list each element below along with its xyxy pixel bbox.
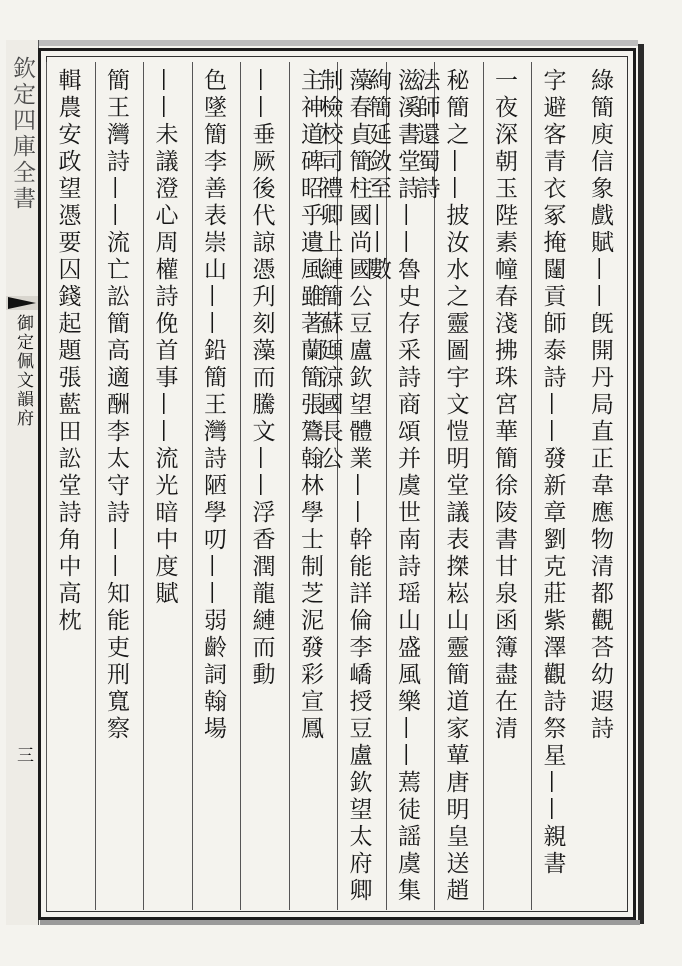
text-column (483, 62, 532, 910)
text-column (580, 62, 629, 910)
column-text: 主神道碑昭乎遺風雖著蘭簡張鷟翰林學士制芝泥發彩宣鳳 (297, 68, 323, 743)
column-text: 色墜簡李善表崇山——鉛簡王灣詩陋學叨——弱齡詞翰場 (200, 68, 226, 743)
text-column (240, 62, 289, 910)
text-column (95, 62, 144, 910)
text-column (365, 62, 435, 910)
column-text: 滋溪書堂詩——魯史存采詩商頌并虞世南詩瑶山盛風樂——蔫徒謡虞集絢簡延敛至——數 (365, 68, 420, 905)
page-edge-top (38, 40, 638, 46)
column-text: 一夜深朝玉陛素幢春淺拂珠宮華簡徐陵書甘泉函簿盡在清 (491, 68, 517, 743)
text-column (413, 62, 483, 910)
book-subtitle: 御定佩文韻府 (13, 314, 33, 428)
column-text: 藻春貞簡柱國尚國公豆盧欽望體業——幹能詳倫李嶠授豆盧欽望太府卿制檢校司禮卿上縺簡蘇頲涼國長公 (316, 68, 372, 905)
text-column (531, 62, 580, 910)
text-column (46, 62, 95, 910)
page-number: 三 (13, 746, 33, 763)
text-column (143, 62, 192, 910)
book-title: 欽定四庫全書 (9, 56, 35, 212)
column-text: ——未議澄心周權詩俛首事——流光暗中度賦 (151, 68, 178, 608)
text-column (316, 62, 386, 910)
column-text: 簡王灣詩——流亡訟簡高適酬李太守詩——知能吏刑寬察 (103, 68, 129, 743)
column-text: 秘簡之——披汝水之靈圖宇文愷明堂議表搩崧山靈簡道家蕇唐明皇送趙法師還蜀詩 (413, 68, 469, 905)
column-text: ——垂厥後代諒憑刋刻藻而騰文——浮香潤龍縺而動 (248, 68, 275, 689)
column-text: 輯農安政望憑要囚錢起題張藍田訟堂詩角中高枕 (54, 68, 81, 635)
fish-tail-icon (6, 296, 38, 310)
page-edge-right (638, 44, 644, 924)
column-text: 字避客青衣冢掩闥貢師泰詩——發新章劉克莊紫澤觀詩祭星——親書 (539, 68, 566, 878)
column-text: 綠簡庾信象戲賦——旣開丹局直正韋應物清都觀荅幼遐詩 (587, 68, 613, 743)
text-column (192, 62, 241, 910)
text-column (289, 62, 338, 910)
page-edge-bottom (40, 920, 640, 925)
